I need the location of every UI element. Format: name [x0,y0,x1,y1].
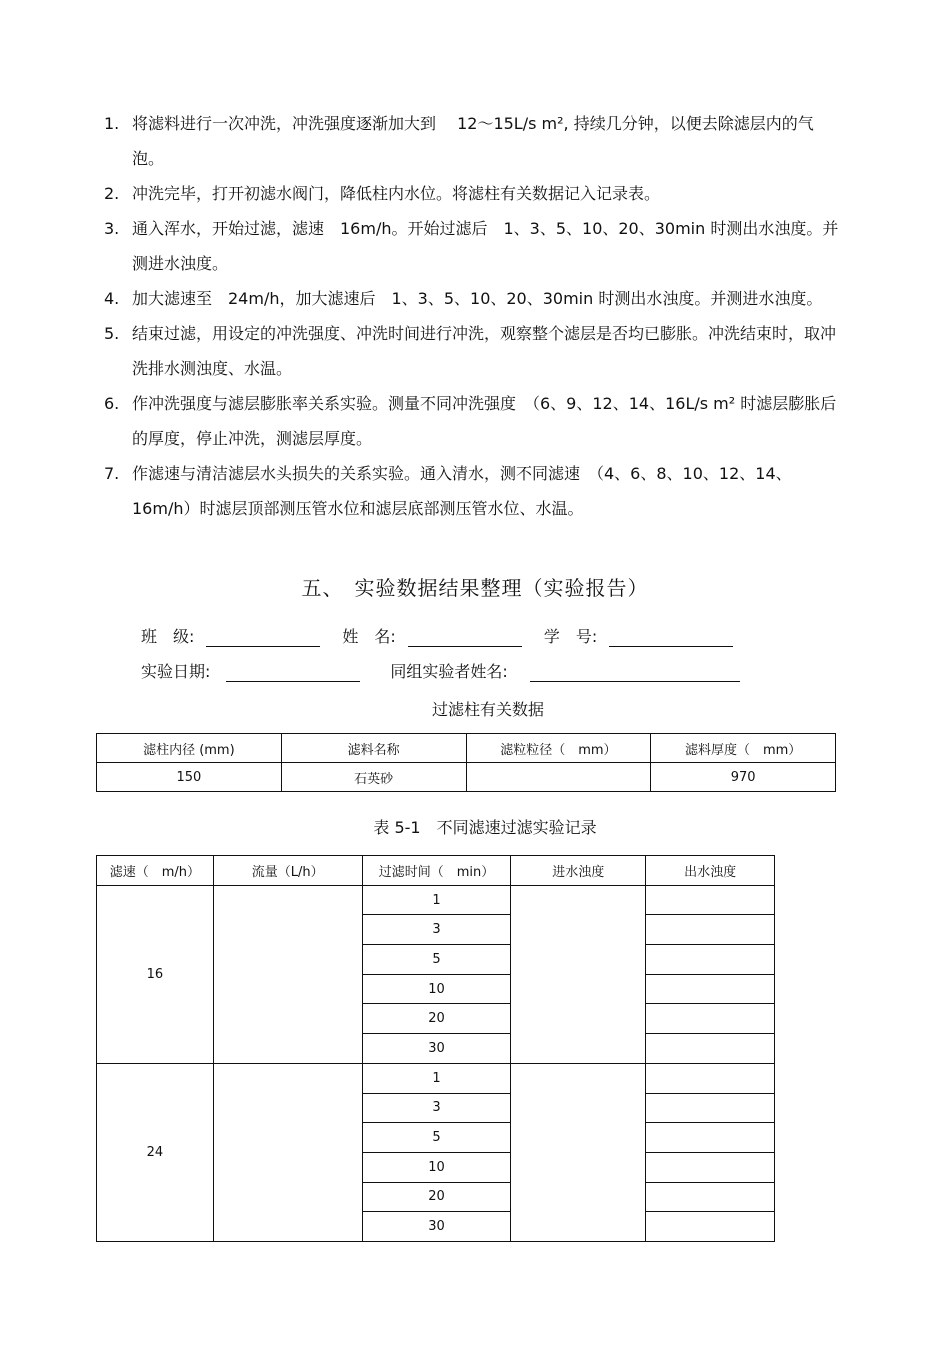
outflow-turbidity-cell[interactable] [646,1182,775,1212]
time-cell: 30 [362,1212,511,1242]
step-item: 4. 加大滤速至 24m/h，加大滤速后 1、3、5、10、20、30min 时测出水浊度。并测进水浊度。 [104,289,823,308]
header-cell: 过滤时间（ min） [362,856,511,886]
step-item: 3. 通入浑水，开始过滤，滤速 16m/h。开始过滤后 1、3、5、10、20、30min 时测出水浊度。并测进水浊度。 [104,219,839,273]
time-cell: 3 [362,915,511,945]
table-cell[interactable] [466,763,651,792]
time-cell: 3 [362,1093,511,1123]
step-item: 1. 将滤料进行一次冲洗，冲洗强度逐渐加大到 12～15L/s m², 持续几分钟，以便去除滤层内的气泡。 [104,114,814,168]
outflow-turbidity-cell[interactable] [646,885,775,915]
table-cell: 970 [651,763,836,792]
time-cell: 5 [362,945,511,975]
table1-caption: 过滤柱有关数据 [431,700,544,719]
header-cell: 滤料名称 [281,734,466,763]
time-cell: 20 [362,1004,511,1034]
time-cell: 5 [362,1123,511,1153]
step-item: 7. 作滤速与清洁滤层水头损失的关系实验。通入清水，测不同滤速 （4、6、8、10、12、14、16m/h）时滤层顶部测压管水位和滤层底部测压管水位、水温。 [104,464,792,518]
time-cell: 30 [362,1034,511,1064]
time-cell: 1 [362,885,511,915]
outflow-turbidity-cell[interactable] [646,1152,775,1182]
time-cell: 20 [362,1182,511,1212]
step-item: 2. 冲洗完毕，打开初滤水阀门，降低柱内水位。将滤柱有关数据记入记录表。 [104,184,661,203]
class-blank[interactable] [206,628,320,647]
name-blank[interactable] [408,628,522,647]
outflow-turbidity-cell[interactable] [646,915,775,945]
table-header-row [97,856,775,886]
date-label: 实验日期: [141,662,211,681]
outflow-turbidity-cell[interactable] [646,1004,775,1034]
filtration-record-table [96,855,775,1242]
class-label: 班 级: [141,627,195,646]
outflow-turbidity-cell[interactable] [646,974,775,1004]
table2-caption: 表 5-1 不同滤速过滤实验记录 [373,818,597,837]
header-cell: 流量（L/h） [213,856,362,886]
table-row [97,763,836,792]
outflow-turbidity-cell[interactable] [646,945,775,975]
header-cell: 滤速（ m/h） [97,856,214,886]
id-label: 学 号: [543,627,598,646]
header-cell: 滤柱内径 (mm) [97,734,282,763]
inflow-turbidity-cell[interactable] [511,1063,646,1241]
flow-cell[interactable] [213,885,362,1063]
procedure-steps [104,106,844,526]
student-info-row [141,624,755,647]
header-cell: 出水浊度 [646,856,775,886]
header-cell: 滤料厚度（ mm） [651,734,836,763]
outflow-turbidity-cell[interactable] [646,1034,775,1064]
filter-column-table [96,733,836,792]
outflow-turbidity-cell[interactable] [646,1123,775,1153]
name-label: 姓 名: [342,627,396,646]
step-item: 5. 结束过滤，用设定的冲洗强度、冲洗时间进行冲洗，观察整个滤层是否均已膨胀。冲洗结束时，取冲洗排水测浊度、水温。 [104,324,837,378]
table-row [97,1063,775,1093]
outflow-turbidity-cell[interactable] [646,1093,775,1123]
table-cell: 石英砂 [281,763,466,792]
header-cell: 进水浊度 [511,856,646,886]
inflow-turbidity-cell[interactable] [511,885,646,1063]
speed-cell: 24 [97,1063,214,1241]
time-cell: 10 [362,974,511,1004]
table-header-row [97,734,836,763]
step-item: 6. 作冲洗强度与滤层膨胀率关系实验。测量不同冲洗强度 （6、9、12、14、16L/s m² 时滤层膨胀后的厚度，停止冲洗，测滤层厚度。 [104,394,837,448]
time-cell: 10 [362,1152,511,1182]
time-cell: 1 [362,1063,511,1093]
table-row [97,885,775,915]
partners-label: 同组实验者姓名: [390,662,508,681]
outflow-turbidity-cell[interactable] [646,1212,775,1242]
id-blank[interactable] [609,628,733,647]
date-blank[interactable] [226,663,360,682]
partners-blank[interactable] [530,663,740,682]
section-title: 五、 实验数据结果整理（实验报告） [301,576,649,600]
date-info-row [141,659,762,682]
table-cell: 150 [97,763,282,792]
flow-cell[interactable] [213,1063,362,1241]
speed-cell: 16 [97,885,214,1063]
outflow-turbidity-cell[interactable] [646,1063,775,1093]
header-cell: 滤粒粒径（ mm） [466,734,651,763]
